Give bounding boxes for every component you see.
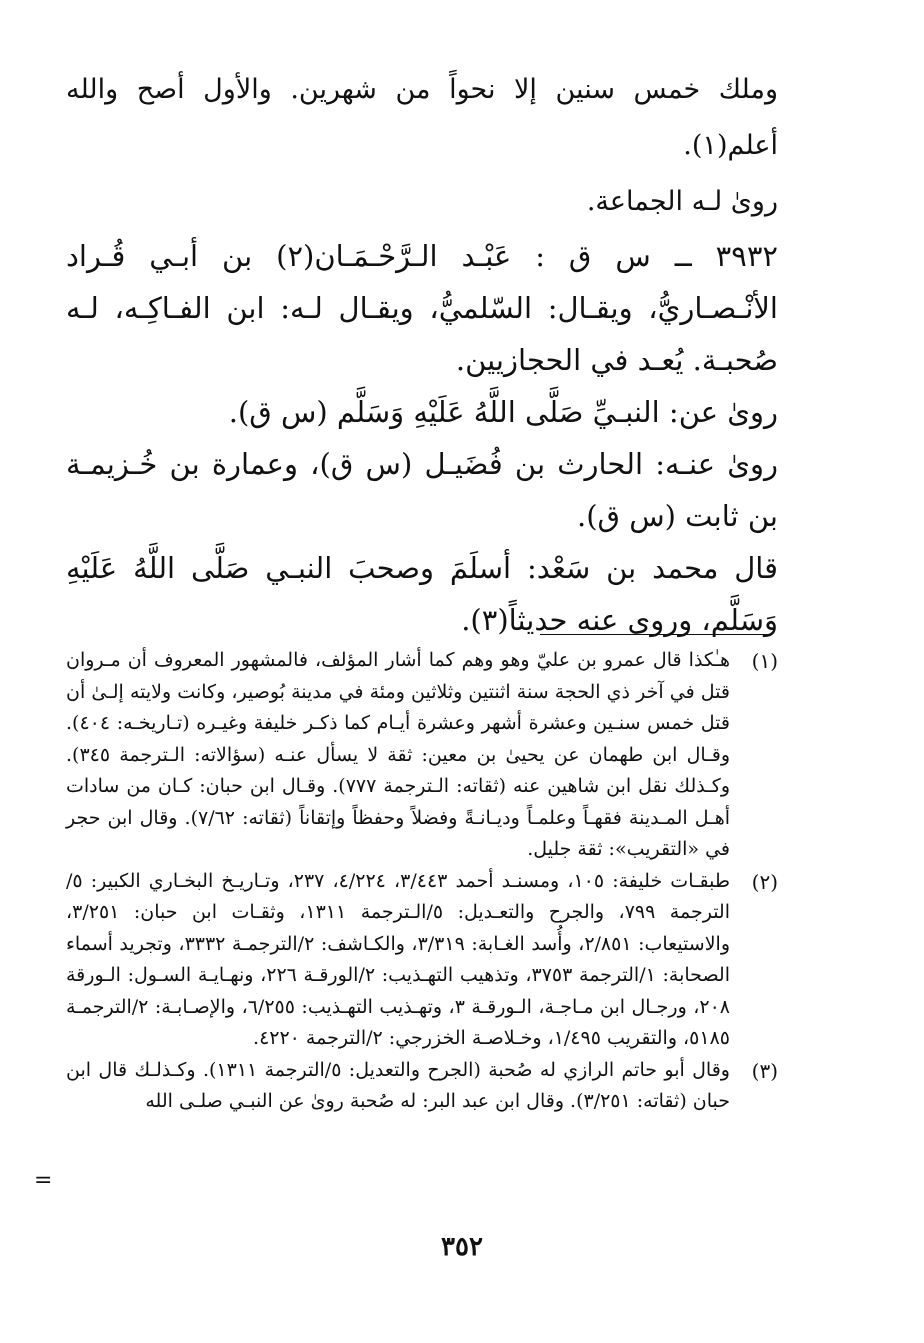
- continuation-mark: =: [34, 1168, 53, 1193]
- footnote-text: طبقـات خليفة: ١٠٥، ومسنـد أحمد ٣/٤٤٣، ٤/٢٢٤، ٢٣٧، وتـاريـخ البخـاري الكبير: ٥/الترجمة ٧٩٩، والجرح والتعـديل: ٥/الـترجمة ١٣١١، وثقـات ابن حبان: ٣/٢٥١، والاستيعاب: ٢/٨٥١، وأُسد الغـابة: ٣/٣١٩، والكـاشف: ٢/الترجمـة ٣٣٣٢، وتجريد أسماء الصحابة: ١/الترجمة ٣٧٥٣، وتذهيب التهـذيب: ٢/الورقـة ٢٢٦، ونهـايـة السـول: الـورقة ٢٠٨، ورجـال ابن مـاجـة، الـورقـة ٣، وتهـذيب التهـذيب: ٦/٢٥٥، والإصـابـة: ٢/الترجمـة ٥١٨٥، والتقريب ١/٤٩٥، وخـلاصـة الخزرجي: ٢/الترجمة ٤٢٢٠.: [66, 869, 731, 1049]
- main-paragraph: قال محمد بن سَعْد: أسلَمَ وصحبَ النبـي صَلَّى اللَّهُ عَلَيْهِ وَسَلَّم، وروى عنه حديثاً(٣).: [66, 551, 778, 637]
- footnote-separator: [540, 634, 768, 635]
- footnotes: [66, 645, 778, 1118]
- footnote-number: (٢): [751, 869, 778, 894]
- main-paragraph: روىٰ لـه الجماعة.: [586, 186, 778, 217]
- footnote-number: (١): [751, 649, 778, 673]
- footnote-text: وقال أبو حاتم الرازي له صُحبة (الجرح والتعديل: ٥/الترجمة ١٣١١). وكـذلـك قال ابن حبان (ثقاته: ٣/٢٥١). وقال ابن عبد البر: له صُحبة روىٰ عن النبـي صلـى الله: [66, 1058, 730, 1112]
- main-paragraph: وملك خمس سنين إلا نحواً من شهرين. والأول أصح والله أعلم(١).: [66, 74, 778, 161]
- footnote-text: هـٰكذا قال عمرو بن عليّ وهو وهم كما أشار المؤلف، فالمشهور المعروف أن مـروان قتل في آخر ذي الحجة سنة اثنتين وثلاثين ومئة في مدينة بُوصير، وكانت ولايته إلـىٰ أن قتل خمس سنـين وعشرة أشهر وعشرة أيـام كما ذكـر خليفة وغيـره (تـاريخـه: ٤٠٤). وقـال ابن طهمان عن يحيىٰ بن معين: ثقة لا يسأل عنـه (سؤالاته: الـترجمة ٣٤٥). وكـذلك نقل ابن شاهين عنه (ثقاته: الـترجمة ٧٧٧). وقـال ابن حبان: كـان من سادات أهـل المـدينة فقهـاً وعلمـاً وديـانـةً وفضلاً وحفظاً وإتقاناً (ثقاته: ٧/٦٢). وقال ابن حجر في «التقريب»: ثقة جليل.: [66, 649, 731, 860]
- footnote: [66, 1055, 778, 1118]
- page-number: ٣٥٢: [441, 1232, 483, 1262]
- footnote-number: (٣): [751, 1058, 778, 1083]
- footnote: [66, 645, 778, 866]
- main-paragraph: روىٰ عن: النبـيِّ صَلَّى اللَّهُ عَلَيْهِ وَسَلَّم (س ق).: [228, 395, 778, 429]
- footnote: [66, 866, 778, 1055]
- main-text: [66, 62, 778, 646]
- entry-heading-paragraph: ٣٩٣٢ ــ س ق : عَبْـد الـرَّحْـمَـان(٢) بن أبـي قُـراد الأنْـصـاريُّ، ويقـال: السّلميُّ، ويقـال لـه: ابن الفـاكِـه، لـه صُحبـة. يُعـد في الحجازيين.: [66, 239, 778, 377]
- main-paragraph: روىٰ عنـه: الحارث بن فُضَيـل (س ق)، وعمارة بن خُـزيمـة بن ثابت (س ق).: [66, 447, 778, 533]
